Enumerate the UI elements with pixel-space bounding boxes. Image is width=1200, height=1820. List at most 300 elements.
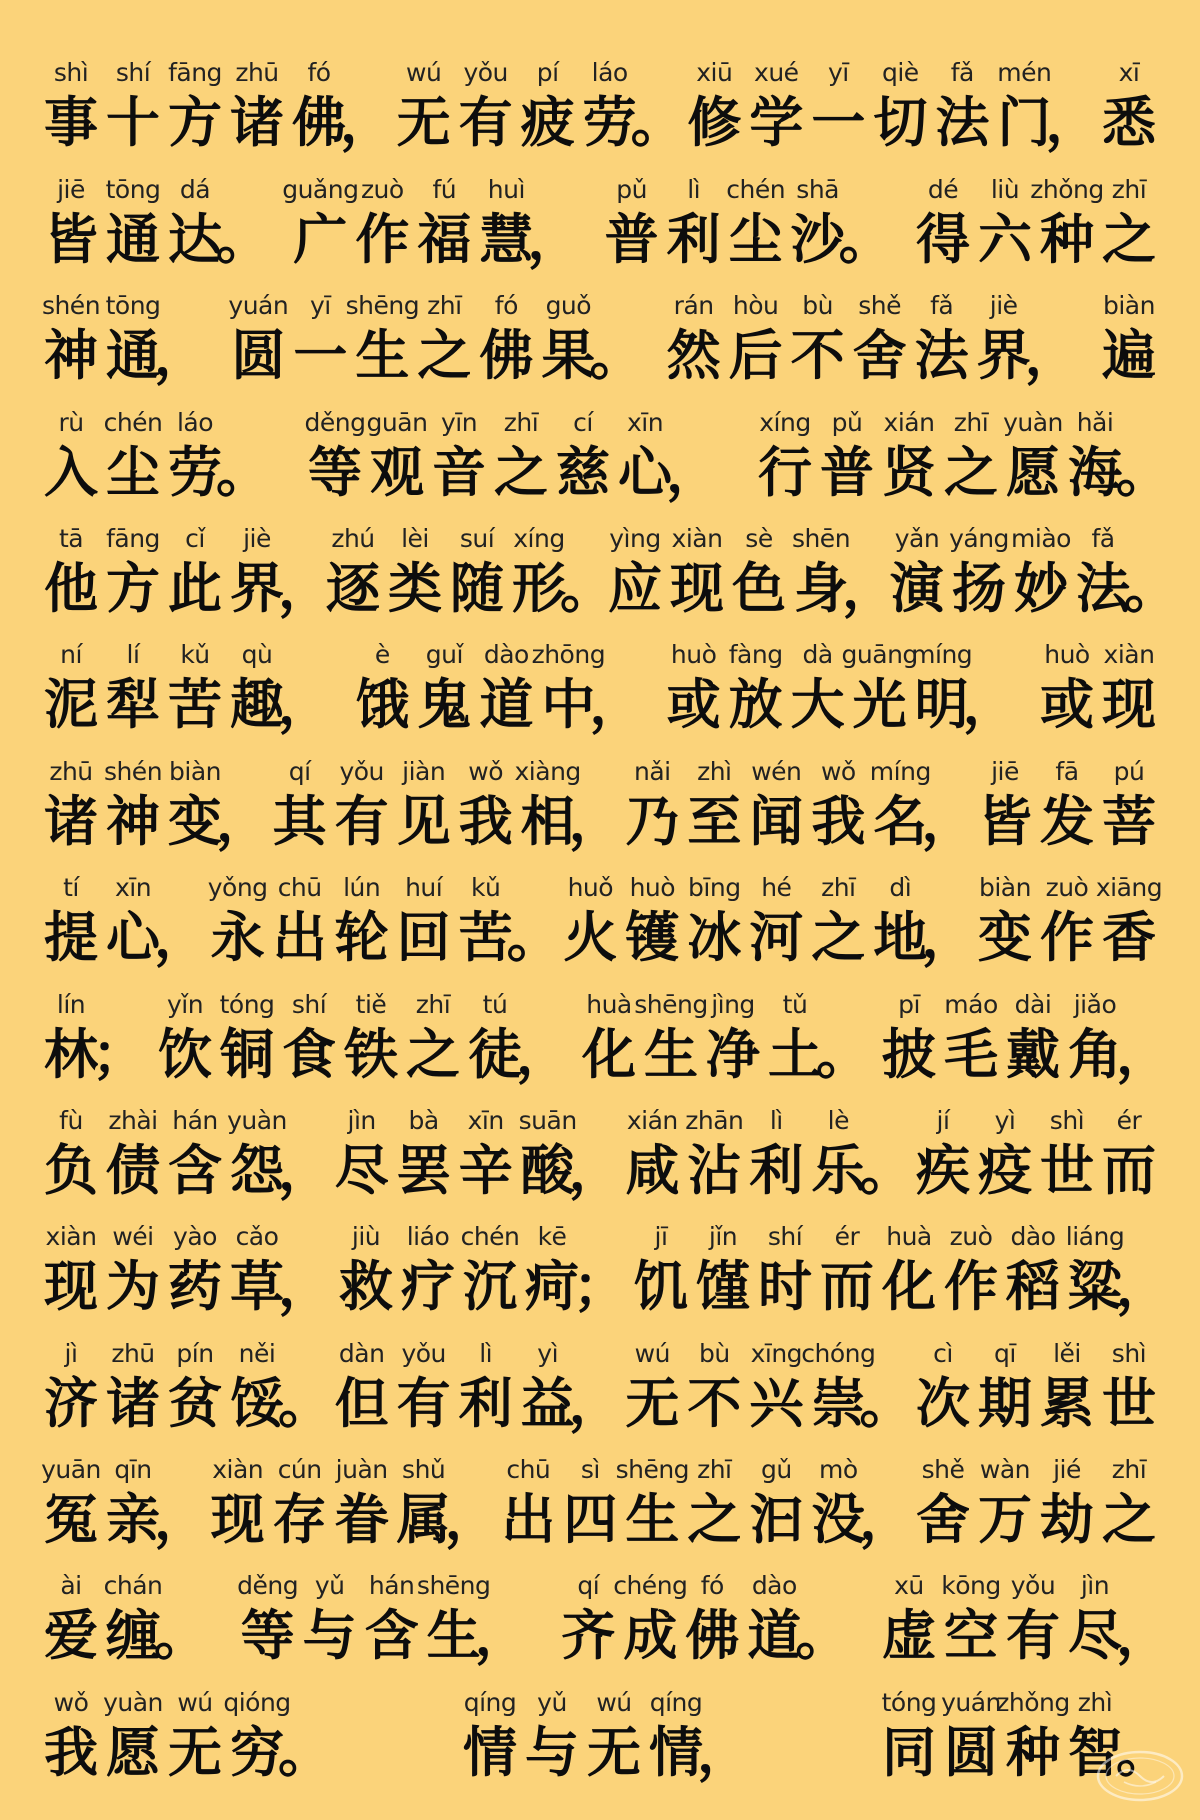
character-cell bbox=[754, 408, 816, 508]
punctuation bbox=[589, 640, 644, 740]
hanzi: ， bbox=[1045, 91, 1100, 155]
pinyin: lí bbox=[126, 640, 140, 670]
character-cell bbox=[745, 1106, 807, 1206]
pinyin: gǔ bbox=[760, 1455, 792, 1485]
character-cell bbox=[393, 1339, 455, 1439]
pinyin: jiē bbox=[991, 756, 1019, 786]
hanzi: 缠 bbox=[106, 1604, 160, 1668]
pinyin: yǔ bbox=[537, 1687, 567, 1717]
pinyin: huí bbox=[405, 873, 443, 903]
hanzi: 粱 bbox=[1068, 1255, 1122, 1319]
text-line bbox=[40, 275, 1160, 391]
pinyin: dào bbox=[483, 640, 529, 670]
pinyin: qióng bbox=[223, 1687, 291, 1717]
pinyin: tōng bbox=[105, 174, 161, 204]
hanzi: 乃 bbox=[625, 789, 680, 853]
hanzi: 冰 bbox=[687, 906, 742, 970]
hanzi: 债 bbox=[106, 1138, 160, 1202]
hanzi: 而 bbox=[820, 1255, 874, 1319]
character-cell bbox=[335, 1222, 397, 1322]
hanzi: 济 bbox=[44, 1371, 98, 1435]
punctuation bbox=[630, 58, 685, 158]
character-cell bbox=[745, 58, 807, 158]
phrase bbox=[351, 640, 644, 740]
hanzi: 化 bbox=[882, 1255, 936, 1319]
punctuation bbox=[1024, 291, 1079, 391]
character-cell bbox=[207, 873, 269, 973]
phrase bbox=[1098, 291, 1160, 391]
character-cell bbox=[931, 58, 993, 158]
pinyin: fǎ bbox=[1091, 523, 1115, 553]
pinyin: fāng bbox=[168, 58, 222, 88]
hanzi: 。 bbox=[216, 207, 270, 271]
hanzi: 。 bbox=[795, 1604, 850, 1668]
pinyin: tóng bbox=[881, 1687, 937, 1717]
hanzi: 佛 bbox=[292, 91, 346, 155]
hanzi: 尽 bbox=[1067, 1604, 1122, 1668]
character-cell bbox=[683, 757, 745, 857]
pinyin: yī bbox=[827, 58, 849, 88]
phrase bbox=[335, 1222, 627, 1322]
hanzi: 披 bbox=[882, 1022, 936, 1086]
pinyin: huò bbox=[1044, 640, 1090, 670]
character-cell bbox=[1098, 58, 1160, 158]
hanzi: 学 bbox=[749, 91, 804, 155]
pinyin: zhī bbox=[953, 407, 989, 437]
character-cell bbox=[393, 1106, 455, 1206]
character-cell bbox=[393, 757, 455, 857]
character-cell bbox=[102, 1106, 164, 1206]
character-cell bbox=[912, 1455, 974, 1555]
pinyin: lěi bbox=[1053, 1338, 1081, 1368]
pinyin: jì bbox=[64, 1338, 78, 1368]
punctuation bbox=[568, 1106, 623, 1206]
phrase bbox=[601, 174, 893, 275]
hanzi: 普 bbox=[604, 207, 659, 271]
pinyin: ér bbox=[1116, 1105, 1142, 1135]
hanzi: 此 bbox=[168, 556, 222, 620]
character-cell bbox=[787, 640, 849, 740]
pinyin: tǔ bbox=[782, 989, 808, 1019]
pinyin: pī bbox=[898, 989, 920, 1019]
hanzi: ； bbox=[573, 1255, 627, 1319]
character-cell bbox=[940, 1571, 1002, 1671]
hanzi: 随 bbox=[450, 556, 504, 620]
character-cell bbox=[1098, 175, 1160, 275]
pinyin: bà bbox=[408, 1105, 439, 1135]
punctuation bbox=[921, 873, 976, 973]
pinyin: xíng bbox=[513, 523, 565, 553]
pinyin: chéng bbox=[613, 1571, 688, 1601]
character-cell bbox=[1098, 757, 1160, 857]
hanzi: 怨 bbox=[230, 1138, 284, 1202]
hanzi: 趣 bbox=[230, 673, 284, 737]
pinyin: qī bbox=[994, 1338, 1016, 1368]
pinyin: jī bbox=[654, 1222, 668, 1252]
character-cell bbox=[745, 873, 807, 973]
hanzi: ， bbox=[859, 1488, 914, 1552]
pinyin: qí bbox=[288, 756, 311, 786]
character-cell bbox=[663, 640, 725, 740]
character-cell bbox=[164, 1339, 226, 1439]
hanzi: 诸 bbox=[230, 91, 284, 155]
pinyin: shì bbox=[1111, 1338, 1147, 1368]
pinyin: xián bbox=[883, 407, 935, 437]
character-cell bbox=[40, 524, 102, 624]
hanzi: 放 bbox=[728, 673, 783, 737]
pinyin: xiàn bbox=[1103, 640, 1155, 670]
hanzi: 事 bbox=[44, 91, 98, 155]
pinyin: zhī bbox=[503, 407, 539, 437]
hanzi: 为 bbox=[106, 1255, 160, 1319]
hanzi: 变 bbox=[168, 789, 222, 853]
character-cell bbox=[1095, 873, 1163, 973]
pinyin: fāng bbox=[106, 523, 160, 553]
pinyin: zuò bbox=[949, 1222, 993, 1252]
character-cell bbox=[40, 1688, 102, 1788]
pinyin: yuán bbox=[228, 291, 289, 321]
character-cell bbox=[455, 757, 517, 857]
hanzi: 我 bbox=[44, 1720, 98, 1784]
pinyin: kǔ bbox=[180, 640, 210, 670]
hanzi: ， bbox=[921, 789, 976, 853]
hanzi: ， bbox=[1024, 324, 1079, 388]
hanzi: ， bbox=[474, 1604, 529, 1668]
character-cell bbox=[226, 58, 288, 158]
text-line bbox=[40, 1206, 1170, 1322]
hanzi: 虚 bbox=[881, 1604, 936, 1668]
hanzi: 罢 bbox=[396, 1138, 451, 1202]
character-cell bbox=[40, 1339, 102, 1439]
character-cell bbox=[345, 291, 420, 391]
character-cell bbox=[615, 1455, 690, 1555]
hanzi: 净 bbox=[706, 1022, 760, 1086]
punctuation bbox=[568, 1339, 623, 1439]
hanzi: ， bbox=[527, 207, 582, 271]
hanzi: 苦 bbox=[458, 906, 513, 970]
pinyin: guān bbox=[366, 407, 428, 437]
pinyin: hán bbox=[368, 1571, 415, 1601]
pinyin: yuān bbox=[41, 1455, 101, 1485]
punctuation bbox=[154, 291, 208, 391]
hanzi: 四 bbox=[563, 1488, 618, 1552]
pinyin: shā bbox=[796, 174, 839, 204]
hanzi: 见 bbox=[396, 789, 451, 853]
pinyin: pǔ bbox=[616, 174, 648, 204]
pinyin: tiě bbox=[355, 989, 387, 1019]
character-cell bbox=[974, 1455, 1036, 1555]
punctuation bbox=[444, 1455, 499, 1555]
punctuation bbox=[1124, 524, 1178, 624]
hanzi: 火 bbox=[563, 906, 618, 970]
hanzi: 等 bbox=[308, 440, 362, 504]
hanzi: 林 bbox=[44, 1022, 98, 1086]
pinyin: miào bbox=[1011, 523, 1071, 553]
hanzi: ， bbox=[568, 789, 623, 853]
hanzi: 生 bbox=[625, 1488, 680, 1552]
phrase bbox=[1036, 640, 1160, 740]
punctuation bbox=[92, 990, 146, 1090]
pinyin: guǒ bbox=[545, 291, 592, 321]
character-cell bbox=[413, 175, 475, 275]
pinyin: chū bbox=[506, 1455, 551, 1485]
character-cell bbox=[164, 1106, 226, 1206]
character-cell bbox=[289, 291, 351, 391]
hanzi: 角 bbox=[1068, 1022, 1122, 1086]
pinyin: xīn bbox=[467, 1105, 504, 1135]
character-cell bbox=[912, 1339, 974, 1439]
character-cell bbox=[878, 1222, 940, 1322]
character-cell bbox=[1098, 291, 1160, 391]
character-cell bbox=[878, 1688, 940, 1788]
pinyin: bīng bbox=[688, 873, 741, 903]
character-cell bbox=[446, 524, 508, 624]
hanzi: 兴 bbox=[749, 1371, 804, 1435]
text-line bbox=[40, 1555, 1170, 1671]
phrase bbox=[40, 873, 208, 973]
pinyin: shēn bbox=[791, 523, 851, 553]
pinyin: yīn bbox=[440, 407, 478, 437]
phrase bbox=[207, 1455, 499, 1555]
hanzi: 之 bbox=[494, 440, 548, 504]
pinyin: fǎ bbox=[950, 58, 974, 88]
hanzi: 通 bbox=[106, 324, 160, 388]
pinyin: zhū bbox=[111, 1338, 155, 1368]
pinyin: chén bbox=[726, 174, 786, 204]
pinyin: yuàn bbox=[227, 1105, 287, 1135]
character-cell bbox=[807, 757, 869, 857]
hanzi: ， bbox=[278, 673, 332, 737]
character-cell bbox=[237, 1571, 299, 1671]
character-cell bbox=[683, 58, 745, 158]
character-cell bbox=[517, 58, 579, 158]
hanzi: 无 bbox=[587, 1720, 641, 1784]
character-cell bbox=[304, 408, 366, 508]
hanzi: 神 bbox=[44, 324, 98, 388]
hanzi: 饿 bbox=[355, 673, 410, 737]
character-cell bbox=[745, 757, 807, 857]
pinyin: zhū bbox=[49, 756, 93, 786]
hanzi: 有 bbox=[334, 789, 389, 853]
character-cell bbox=[102, 640, 164, 740]
character-cell bbox=[745, 1455, 807, 1555]
hanzi: 我 bbox=[811, 789, 866, 853]
pinyin: wéi bbox=[112, 1222, 154, 1252]
hanzi: ； bbox=[92, 1022, 146, 1086]
hanzi: 万 bbox=[977, 1488, 1032, 1552]
character-cell bbox=[282, 174, 359, 275]
phrase bbox=[207, 873, 561, 973]
character-cell bbox=[1036, 1339, 1098, 1439]
character-cell bbox=[459, 1222, 521, 1322]
pinyin: pǔ bbox=[831, 407, 863, 437]
phrase bbox=[40, 989, 146, 1090]
pinyin: biàn bbox=[169, 756, 221, 786]
character-cell bbox=[475, 291, 537, 391]
character-cell bbox=[1002, 408, 1064, 508]
pinyin: guāng bbox=[841, 640, 918, 670]
character-cell bbox=[102, 1222, 164, 1322]
pinyin: ní bbox=[60, 640, 82, 670]
hanzi: 圆 bbox=[944, 1720, 998, 1784]
text-lines bbox=[40, 42, 1178, 1788]
hanzi: 观 bbox=[370, 440, 424, 504]
punctuation bbox=[1115, 1571, 1170, 1671]
character-cell bbox=[634, 989, 708, 1090]
phrase bbox=[912, 1339, 1160, 1439]
punctuation bbox=[859, 1455, 914, 1555]
hanzi: 圆 bbox=[231, 324, 286, 388]
pinyin: biàn bbox=[1102, 291, 1155, 321]
character-cell bbox=[663, 291, 725, 391]
character-cell bbox=[455, 58, 517, 158]
pinyin: jìn bbox=[347, 1105, 376, 1135]
hanzi: 与 bbox=[525, 1720, 579, 1784]
character-cell bbox=[869, 58, 931, 158]
hanzi: 化 bbox=[582, 1022, 636, 1086]
pinyin: láo bbox=[591, 58, 628, 88]
character-cell bbox=[40, 408, 102, 508]
pinyin: xué bbox=[754, 58, 799, 88]
hanzi: ， bbox=[568, 1371, 623, 1435]
hanzi: ， bbox=[216, 789, 270, 853]
hanzi: 悉 bbox=[1101, 91, 1156, 155]
pinyin: suí bbox=[459, 523, 495, 553]
hanzi: 生 bbox=[426, 1604, 481, 1668]
phrase bbox=[912, 175, 1160, 275]
pinyin: yǒu bbox=[339, 756, 384, 786]
character-cell bbox=[630, 1222, 692, 1322]
pinyin: wǒ bbox=[468, 756, 504, 786]
character-cell bbox=[912, 1106, 974, 1206]
phrase bbox=[621, 1338, 914, 1439]
character-cell bbox=[154, 990, 216, 1090]
hanzi: 果 bbox=[541, 324, 596, 388]
phrase bbox=[331, 1338, 623, 1439]
character-cell bbox=[1036, 640, 1098, 740]
phrase bbox=[40, 640, 332, 740]
pinyin: chán bbox=[103, 1571, 163, 1601]
hanzi: 含 bbox=[168, 1138, 222, 1202]
pinyin: hòu bbox=[732, 291, 779, 321]
hanzi: 或 bbox=[1039, 673, 1094, 737]
pinyin: yǎn bbox=[894, 523, 940, 553]
character-cell bbox=[663, 175, 725, 275]
hanzi: 慈 bbox=[556, 440, 610, 504]
character-cell bbox=[683, 873, 745, 973]
pinyin: yì bbox=[994, 1105, 1016, 1135]
phrase bbox=[754, 407, 1170, 508]
pinyin: yǔ bbox=[314, 1571, 345, 1601]
hanzi: 心 bbox=[618, 440, 672, 504]
punctuation bbox=[216, 175, 270, 275]
hanzi: ， bbox=[589, 673, 644, 737]
hanzi: 咸 bbox=[625, 1138, 680, 1202]
hanzi: 。 bbox=[278, 1720, 332, 1784]
pinyin: ài bbox=[60, 1571, 82, 1601]
hanzi: 道 bbox=[479, 673, 534, 737]
character-cell bbox=[40, 58, 102, 158]
hanzi: 。 bbox=[1124, 556, 1178, 620]
pinyin: yǒng bbox=[207, 873, 268, 903]
character-cell bbox=[974, 1106, 1036, 1206]
pinyin: yìng bbox=[609, 523, 661, 553]
hanzi: 含 bbox=[364, 1604, 419, 1668]
hanzi: 种 bbox=[1006, 1720, 1060, 1784]
hanzi: 普 bbox=[820, 440, 874, 504]
punctuation bbox=[1116, 990, 1170, 1090]
pinyin: yáng bbox=[949, 523, 1009, 553]
hanzi: 六 bbox=[977, 207, 1032, 271]
character-cell bbox=[974, 757, 1036, 857]
hanzi: 作 bbox=[944, 1255, 998, 1319]
pinyin: zhī bbox=[427, 291, 462, 321]
pinyin: liù bbox=[990, 174, 1020, 204]
hanzi: 。 bbox=[589, 324, 644, 388]
text-line bbox=[40, 42, 1160, 158]
character-cell bbox=[428, 408, 490, 508]
character-cell bbox=[849, 291, 911, 391]
phrase bbox=[237, 1571, 529, 1671]
pinyin: zhǒng bbox=[996, 1687, 1070, 1717]
phrase bbox=[282, 174, 582, 275]
hanzi: 之 bbox=[406, 1022, 460, 1086]
hanzi: 修 bbox=[687, 91, 742, 155]
pinyin: xiàn bbox=[671, 523, 723, 553]
pinyin: wú bbox=[177, 1687, 213, 1717]
character-cell bbox=[40, 291, 102, 391]
punctuation bbox=[838, 175, 893, 275]
punctuation bbox=[842, 524, 896, 624]
hanzi: 世 bbox=[1101, 1371, 1156, 1435]
pinyin: něi bbox=[238, 1338, 276, 1368]
hanzi: 齐 bbox=[561, 1604, 616, 1668]
character-cell bbox=[940, 1688, 1002, 1788]
punctuation bbox=[560, 524, 614, 624]
pinyin: mén bbox=[997, 58, 1052, 88]
punctuation bbox=[340, 58, 394, 158]
hanzi: 空 bbox=[943, 1604, 998, 1668]
hanzi: 闻 bbox=[749, 789, 804, 853]
hanzi: 出 bbox=[501, 1488, 556, 1552]
pinyin: dào bbox=[1010, 1222, 1056, 1252]
punctuation bbox=[962, 640, 1017, 740]
hanzi: 入 bbox=[44, 440, 98, 504]
pinyin: ér bbox=[834, 1222, 860, 1252]
character-cell bbox=[269, 1455, 331, 1555]
hanzi: 海 bbox=[1068, 440, 1122, 504]
character-cell bbox=[1098, 640, 1160, 740]
hanzi: 饮 bbox=[158, 1022, 212, 1086]
character-cell bbox=[102, 1688, 164, 1788]
text-line bbox=[40, 1671, 1170, 1787]
character-cell bbox=[613, 1571, 688, 1671]
phrase bbox=[40, 1455, 208, 1555]
pinyin: lì bbox=[687, 174, 701, 204]
text-line bbox=[40, 740, 1160, 856]
pinyin: xiàn bbox=[45, 1222, 97, 1252]
pinyin: yī bbox=[309, 291, 331, 321]
hanzi: 劫 bbox=[1039, 1488, 1094, 1552]
character-cell bbox=[278, 990, 340, 1090]
hanzi: 益 bbox=[520, 1371, 575, 1435]
hanzi: 一 bbox=[293, 324, 348, 388]
pinyin: qí bbox=[577, 1571, 600, 1601]
character-cell bbox=[728, 524, 790, 624]
hanzi: 等 bbox=[240, 1604, 295, 1668]
hanzi: ， bbox=[516, 1022, 570, 1086]
character-cell bbox=[40, 1222, 102, 1322]
